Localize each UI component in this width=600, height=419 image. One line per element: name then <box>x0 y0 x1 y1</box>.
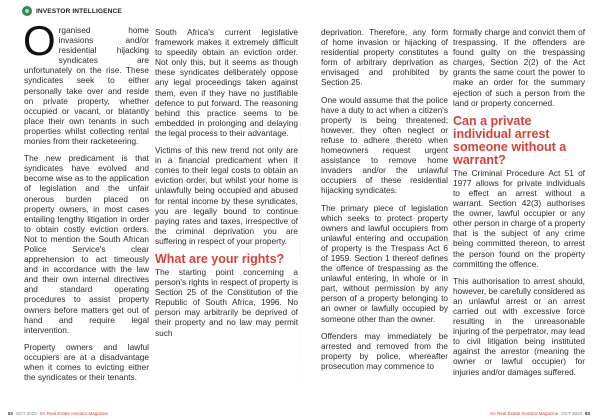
paragraph: deprivation. Therefore, any form of home invasion or hijacking of residential property constitutes a form of arbitrary deprivation as envisaged and prohibited by Section 25. <box>321 27 448 88</box>
paragraph: The Criminal Procedure Act 51 of 1977 allows for private individuals to effect an arrest without a warrant. Section 42(3) authorises the owner, lawful occupier or any other person in charge of a property that is the subject of any crime being committed thereon, to arrest the person found on the property committing the offence. <box>453 167 585 269</box>
section-title: INVESTOR INTELLIGENCE <box>36 7 122 15</box>
magazine-name: SA Real Estate Investor Magazine <box>490 411 559 416</box>
heading-private-arrest: Can a private individual arrest someone without a warrant? <box>453 113 567 167</box>
issue-date: OCT 2022 <box>16 411 37 416</box>
issue-date: OCT 2022 <box>561 411 582 416</box>
footer-left <box>8 411 108 416</box>
paragraph: Offenders may immediately be arrested and removed from the property by police, whereafter prosecution may commence to <box>321 330 448 371</box>
paragraph: formally charge and convict them of trespassing. If the offenders are found guilty on the trespassing charges, Section 2(2) of the Act grants the same court the power to make an order for the summary ejection of such a person from the land or property concerned. <box>453 27 585 108</box>
paragraph: The starting point concerning a person's rights in respect of property is Section 25 of the Constitution of the Republic of South Africa, 1996. No person may arbitrarily be deprived of their property and no law may permit such <box>155 266 298 338</box>
column-4 <box>453 27 585 384</box>
paragraph: South Africa's current legislative framework makes it extremely difficult to speedily obtain an eviction order. Not only this, but it seems as though these syndicates deliberately oppose any legal proceedings taken against them, even if they have no justifiable defence to put forward. The reasoning behind this practice seems to be embedded in prolonging and delaying the legal process to their advantage. <box>155 27 298 138</box>
paragraph-text: rganised home invasions and/or residential hijacking syndicates are unfortunately on the rise. These syndicates seek to either personally take over and reside on private property, whether occupied or vacant, or blatantly place their own tenants in such properties whilst collecting rental monies from their racketeering. <box>24 25 149 147</box>
paragraph: The new predicament is that syndicates have evolved and become wise as to the application of legislation and the unfair onerous burden placed on property owners, in most cases entailing lengthy litigation in order to obtain costly eviction orders. Not to mention the South African Police Service's clear apprehension to act timeously and in accordance with the law and their own internal directives and standard operating procedures to assist property owners before matters get out of hand and require legal intervention. <box>24 153 149 335</box>
paragraph: The primary piece of legislation which seeks to protect property owners and lawful occupiers from unlawful entering and occupation of property is the Trespass Act 6 of 1959. Section 1 thereof defines the offence of trespassing as the unlawful entering, in whole or in part, without permission by any person of a property belonging to an owner or lawfully occupied by someone other than the owner. <box>321 202 448 324</box>
page-number: 83 <box>584 411 590 416</box>
magazine-name: SA Real Estate Investor Magazine <box>39 411 108 416</box>
paragraph: One would assume that the police have a duty to act when a citizen's property is being threatened; however, they often neglect or refuse to adhere thereto when homeowners request urgent assistance to remove home invaders and/or the unlawful occupiers of these residential hijacking syndicates. <box>321 94 448 196</box>
column-3 <box>321 27 448 378</box>
paragraph: Property owners and lawful occupiers are at a disadvantage when it comes to evicting either the syndicates or their tenants. <box>24 341 149 383</box>
column-1 <box>23 17 149 389</box>
section-header <box>22 6 122 16</box>
page-number: 82 <box>8 411 14 416</box>
page-gutter <box>300 0 301 419</box>
intro-paragraph <box>23 17 149 147</box>
heading-your-rights: What are your rights? <box>155 251 285 266</box>
green-circle-logo-icon <box>22 6 32 16</box>
drop-cap: O <box>23 17 56 64</box>
footer-right <box>490 411 590 416</box>
paragraph: This authorisation to arrest should, however, be carefully considered as an unlawful arrest or an arrest carried out with excessive force resulting in the unreasonable injuring of the perpetrator, may lead to civil litigation being instituted against the arrestor (meaning the owner or lawful occupier) for injuries and/or damages suffered. <box>453 275 585 377</box>
paragraph: Victims of this new trend not only are in a financial predicament when it comes to their legal costs to obtain an eviction order, but whilst your home is unlawfully being occupied and abused for rental income by these syndicates, you are legally bound to continue paying rates and taxes, irrespective of the criminal deprivation you are suffering in respect of your property. <box>155 145 298 246</box>
column-2 <box>155 27 298 345</box>
